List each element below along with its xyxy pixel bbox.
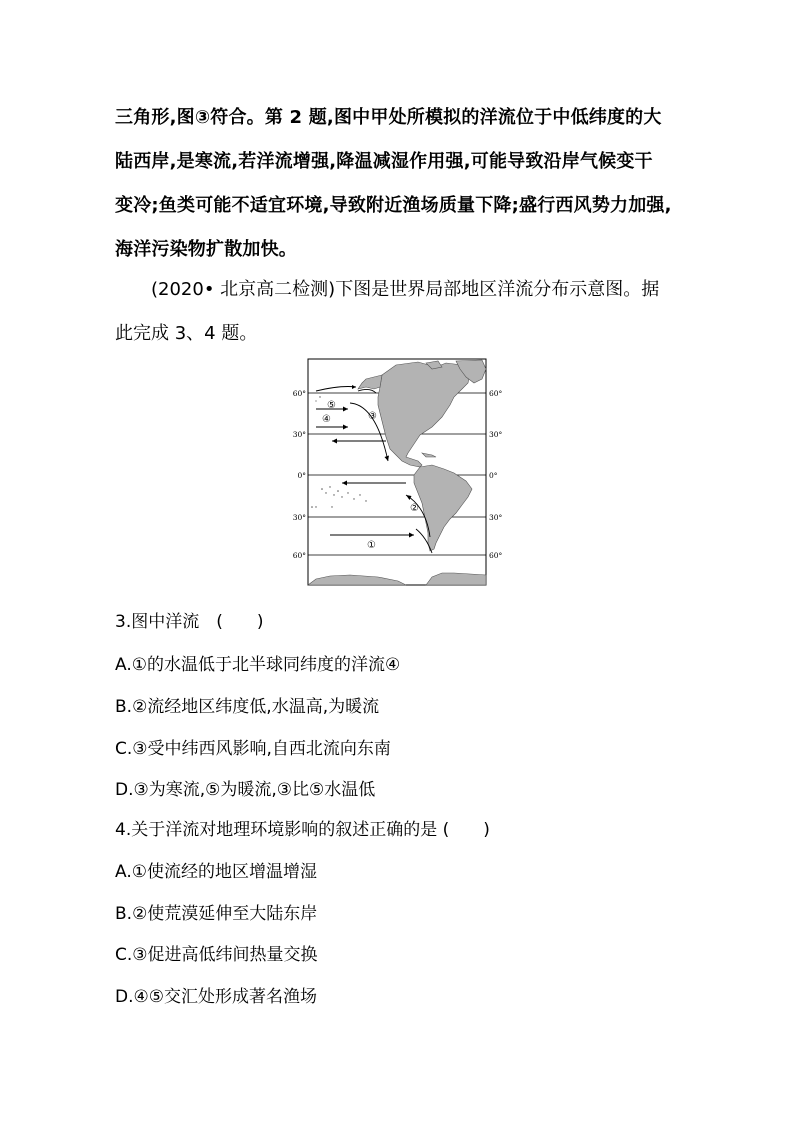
intro-paragraph	[115, 268, 690, 356]
question-4-stem: 4.关于洋流对地理环境影响的叙述正确的是 ( )	[115, 820, 490, 840]
question-3-option-c: C.③受中纬西风影响,自西北流向东南	[115, 739, 391, 759]
lat-label-right: 60°	[489, 389, 503, 398]
current-label-2: ②	[410, 503, 419, 514]
explanation-line: 海洋污染物扩散加快。	[115, 239, 297, 260]
lat-label-left: 30°	[292, 513, 306, 522]
question-4-option-a: A.①使流经的地区增温增湿	[115, 862, 317, 882]
explanation-line: 变冷;鱼类可能不适宜环境,导致附近渔场质量下降;盛行西风势力加强,	[115, 195, 672, 216]
ocean-current-map	[286, 357, 508, 589]
current-label-5: ⑤	[327, 400, 336, 411]
question-3-option-a: A.①的水温低于北半球同纬度的洋流④	[115, 655, 401, 675]
lat-label-right: 0°	[489, 471, 498, 480]
current-label-4: ④	[322, 414, 331, 425]
explanation-paragraph	[115, 96, 690, 272]
question-4-option-b: B.②使荒漠延伸至大陆东岸	[115, 904, 318, 924]
lat-label-right: 30°	[489, 513, 503, 522]
current-label-3: ③	[368, 411, 377, 422]
explanation-line: 三角形,图③符合。第 2 题,图中甲处所模拟的洋流位于中低纬度的大	[115, 107, 662, 128]
lat-label-left: 60°	[292, 389, 306, 398]
lat-label-left: 60°	[292, 551, 306, 560]
question-4-option-d: D.④⑤交汇处形成著名渔场	[115, 987, 317, 1007]
intro-line: 此完成 3、4 题。	[115, 323, 258, 344]
question-3-option-d: D.③为寒流,⑤为暖流,③比⑤水温低	[115, 780, 376, 800]
lat-label-left: 30°	[292, 430, 306, 439]
lat-label-right: 30°	[489, 430, 503, 439]
lat-label-right: 60°	[489, 551, 503, 560]
question-4-option-c: C.③促进高低纬间热量交换	[115, 945, 318, 965]
intro-line: (2020• 北京高二检测)下图是世界局部地区洋流分布示意图。据	[151, 279, 660, 300]
current-label-1: ①	[367, 540, 376, 551]
question-3-option-b: B.②流经地区纬度低,水温高,为暖流	[115, 697, 380, 717]
explanation-line: 陆西岸,是寒流,若洋流增强,降温减湿作用强,可能导致沿岸气候变干	[115, 151, 653, 172]
question-3-stem: 3.图中洋流 ( )	[115, 612, 264, 632]
lat-label-left: 0°	[297, 471, 306, 480]
